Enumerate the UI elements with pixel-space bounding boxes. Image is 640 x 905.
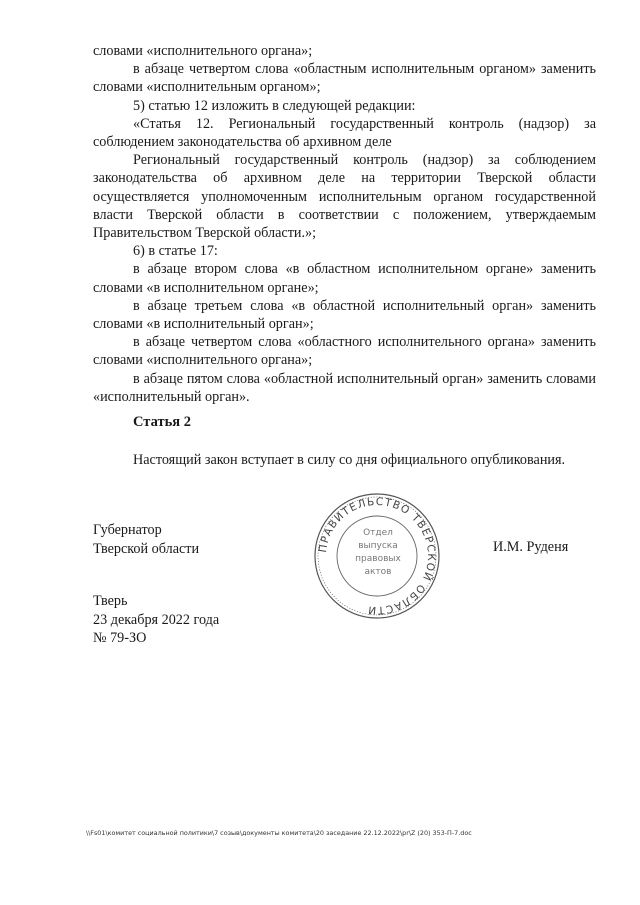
- law-date: 23 декабря 2022 года: [93, 611, 220, 628]
- body-paragraph: «Статья 12. Региональный государственный контроль (надзор) за соблюдением законодательства об архивном деле: [93, 115, 596, 151]
- file-path-footer: \\Fs01\комитет социальной политики\7 созыв\документы комитета\20 заседание 22.12.2022\pr\Z (20) 353-П-7.doc: [86, 829, 472, 837]
- body-paragraph: в абзаце третьем слова «в областной исполнительный орган» заменить словами «в исполнительный орган»;: [93, 297, 596, 333]
- article-heading: Статья 2: [133, 414, 191, 430]
- seal-inner-line: актов: [364, 567, 392, 577]
- body-paragraph: в абзаце четвертом слова «областным исполнительным органом» заменить словами «исполнительным органом»;: [93, 61, 596, 96]
- seal-ring-text: ПРАВИТЕЛЬСТВО ТВЕРСКОЙ ОБЛАСТИ: [316, 495, 438, 617]
- seal-inner-line: выпуска: [358, 541, 398, 551]
- law-number: № 79-ЗО: [93, 630, 147, 646]
- seal-inner-text: [347, 527, 409, 579]
- signatory-title: [93, 521, 199, 558]
- seal-inner-line: Отдел: [363, 528, 393, 538]
- body-paragraph: в абзаце четвертом слова «областного исполнительного органа» заменить словами «исполнительного органа»;: [93, 334, 596, 369]
- article-text: Настоящий закон вступает в силу со дня официального опубликования.: [133, 452, 566, 468]
- body-paragraph: 5) статью 12 изложить в следующей редакции:: [133, 97, 416, 114]
- signatory-name: И.М. Руденя: [493, 539, 569, 555]
- body-paragraph: 6) в статье 17:: [133, 243, 218, 260]
- body-paragraph: в абзаце пятом слова «областной исполнительный орган» заменить словами «исполнительный орган».: [93, 370, 596, 405]
- city: Тверь: [93, 593, 128, 609]
- signatory-title-line1: Губернатор: [93, 522, 162, 538]
- signatory-title-line2: Тверской области: [93, 540, 200, 557]
- law-amendment-text: [93, 42, 596, 406]
- body-paragraph: словами «исполнительного органа»;: [93, 43, 313, 59]
- seal-inner-line: правовых: [355, 554, 401, 564]
- body-paragraph: Региональный государственный контроль (надзор) за соблюдением законодательства об архивном деле на территории Тверской области осуществляется уполномоченным исполнительным органом государственной власти Тверской области в соответствии с положением, утверждаемым Правительством Тверской области.»;: [93, 152, 596, 242]
- place-date-block: [93, 592, 219, 648]
- body-paragraph: в абзаце втором слова «в областном исполнительном органе» заменить словами «в исполнительном органе»;: [93, 261, 596, 296]
